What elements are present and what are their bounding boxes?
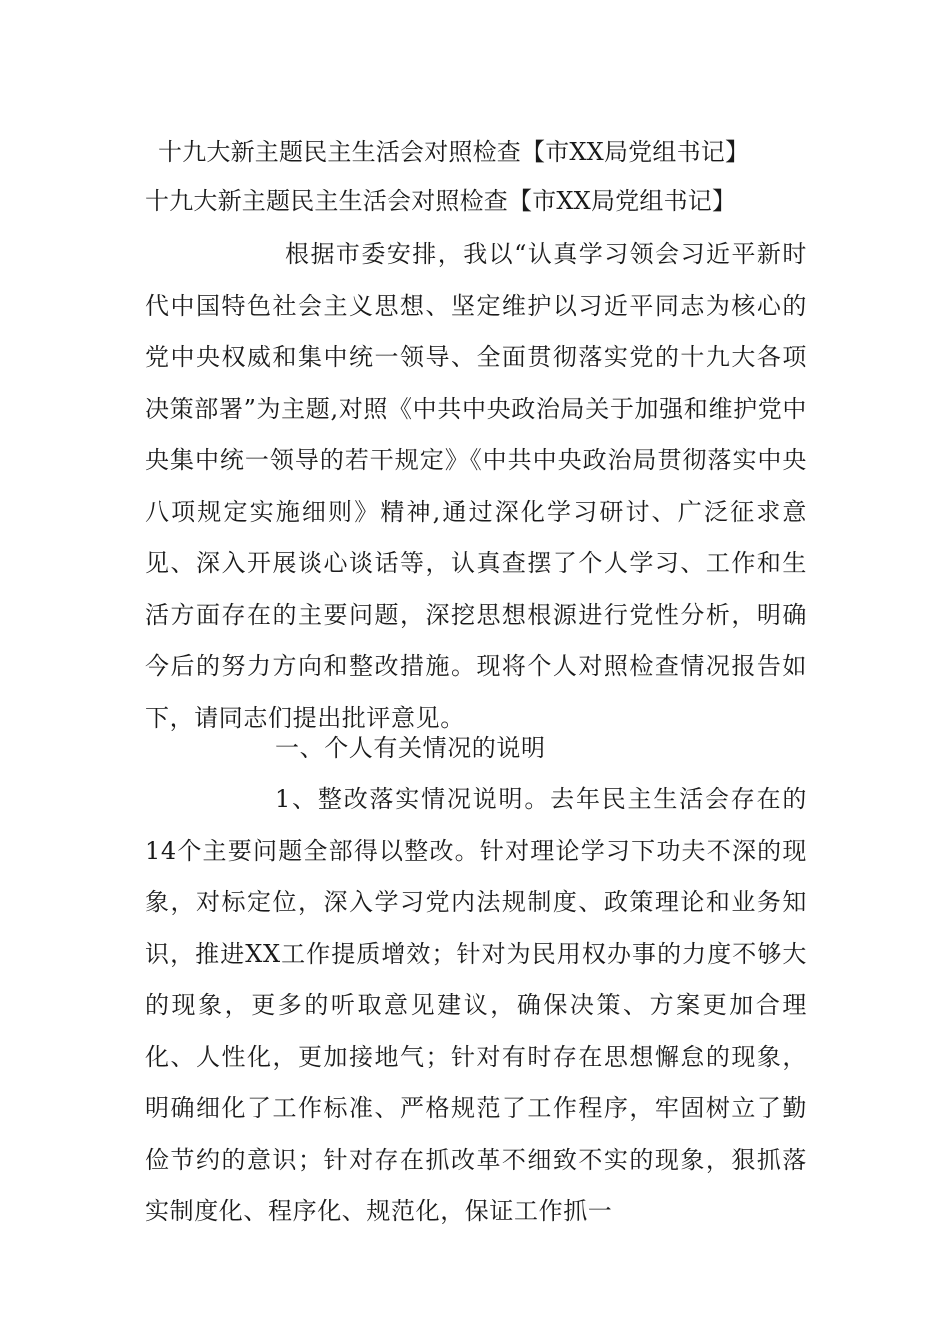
intro-paragraph: 根据市委安排，我以“认真学习领会习近平新时代中国特色社会主义思想、坚定维护以习近平同志为核心的党中央权威和集中统一领导、全面贯彻落实党的十九大各项决策部署”为主题,对照《中共中央政治局关于加强和维护党中央集中统一领导的若干规定》《中共中央政治局贯彻落实中央八项规定实施细则》精神,通过深化学习研讨、广泛征求意见、深入开展谈心谈话等，认真查摆了个人学习、工作和生活方面存在的主要问题，深挖思想根源进行党性分析，明确今后的努力方向和整改措施。现将个人对照检查情况报告如下，请同志们提出批评意见。 xyxy=(145,240,807,732)
section-heading-personal-situation: 一、个人有关情况的说明 xyxy=(275,734,546,762)
document-title-line-1: 十九大新主题民主生活会对照检查【市XX局党组书记】 xyxy=(158,138,750,166)
document-title-line-2: 十九大新主题民主生活会对照检查【市XX局党组书记】 xyxy=(145,187,737,215)
section-1-paragraph: 1、整改落实情况说明。去年民主生活会存在的14个主要问题全部得以整改。针对理论学习下功夫不深的现象，对标定位，深入学习党内法规制度、政策理论和业务知识，推进XX工作提质增效；针对为民用权办事的力度不够大的现象，更多的听取意见建议，确保决策、方案更加合理化、人性化，更加接地气；针对有时存在思想懈怠的现象，明确细化了工作标准、严格规范了工作程序，牢固树立了勤俭节约的意识；针对存在抓改革不细致不实的现象，狠抓落实制度化、程序化、规范化，保证工作抓一 xyxy=(145,785,807,1225)
